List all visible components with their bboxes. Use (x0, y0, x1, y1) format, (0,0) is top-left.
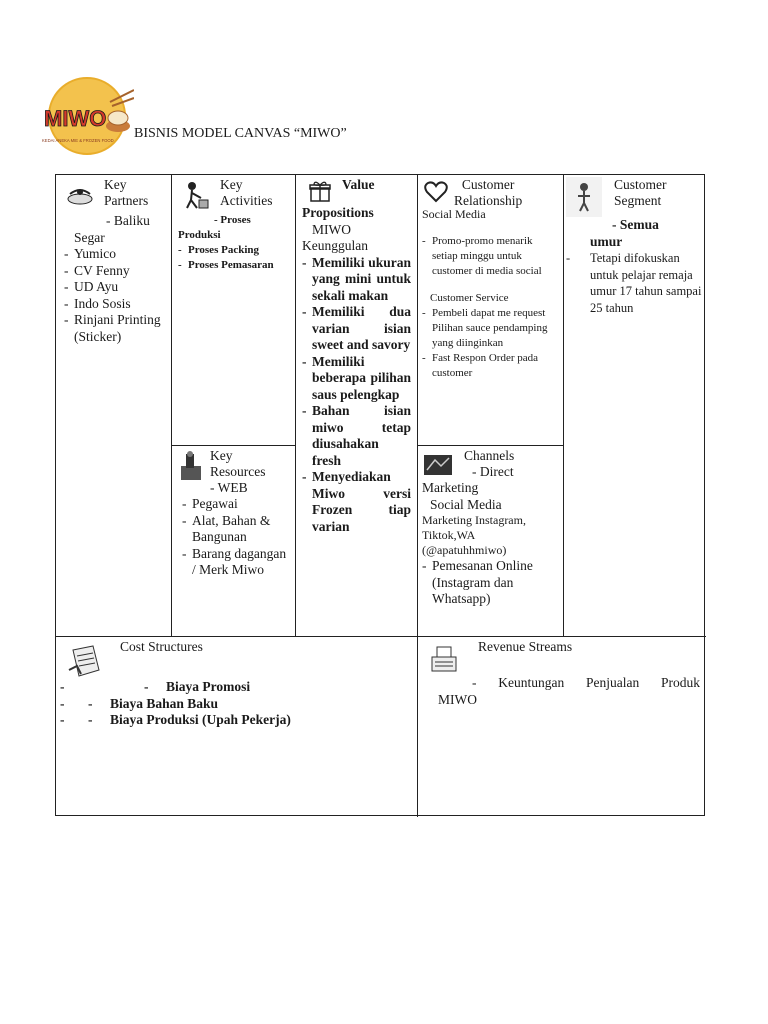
cost-structures-list (60, 679, 413, 729)
customer-service-label: Customer Service (430, 292, 509, 304)
key-partners-first-item-a: - Baliku (106, 213, 150, 228)
customer-service-list (422, 306, 559, 321)
list-item: - Yumico (64, 246, 168, 263)
key-partners-cell (56, 175, 171, 636)
customer-relationship-cell (417, 175, 563, 445)
key-resources-title-2: Resources (210, 464, 266, 479)
list-item: - CV Fenny (64, 263, 168, 280)
revenue-streams-cell (417, 636, 706, 817)
worker-icon (176, 177, 216, 213)
miwo-logo (40, 76, 134, 156)
svg-text:KEDAI ANEKA MIE & FROZEN FOOD: KEDAI ANEKA MIE & FROZEN FOOD (42, 138, 114, 143)
channels-social-rest: Marketing Instagram, Tiktok,WA (@apatuhhmiwo) (422, 513, 526, 557)
social-media-label: Social Media (422, 207, 486, 221)
customer-segment-detail-wrap (566, 250, 702, 316)
handshake-icon (60, 177, 100, 213)
svg-text:MIWO: MIWO (44, 106, 107, 131)
revenue-streams-item-b: MIWO (438, 691, 477, 707)
list-item (60, 696, 413, 713)
bullet-dash: - - (88, 712, 93, 727)
list-item (60, 712, 413, 729)
list-item-text: Biaya Bahan Baku (110, 695, 219, 711)
channels-online-list (422, 558, 559, 608)
cost-structures-cell (56, 636, 417, 817)
customer-segment-first-item-b: umur (590, 233, 623, 249)
key-partners-title-2: Partners (104, 193, 149, 208)
channels-first-item-a: - Direct (472, 464, 514, 479)
key-resources-title-1: Key (210, 448, 233, 463)
heart-icon (422, 177, 450, 207)
list-item: - Memiliki ukuran yang mini untuk sekali makan (302, 255, 411, 305)
value-propositions-subtitle-1: MIWO (312, 221, 351, 237)
factory-icon (176, 448, 206, 484)
invoice-icon (60, 639, 110, 683)
key-activities-cell (171, 175, 295, 445)
value-propositions-subtitle-2: Keunggulan (302, 238, 368, 253)
list-item: - Bahan isian miwo tetap diusahakan fresh (302, 403, 411, 469)
list-item: - Rinjani Printing (Sticker) (64, 312, 168, 345)
list-item: - Pemesanan Online (Instagram dan Whatsapp) (422, 558, 559, 608)
list-item: - Promo-promo menarik setiap minggu untuk customer di media social (422, 234, 559, 279)
document-title: BISNIS MODEL CANVAS “MIWO” (134, 126, 347, 141)
list-item: - Memiliki beberapa pilihan saus pelengkap (302, 354, 411, 404)
key-activities-title-1: Key (220, 177, 243, 192)
bullet-dash: - - (144, 679, 149, 694)
key-activities-first-item-b: Produksi (178, 229, 221, 241)
key-resources-cell (171, 445, 295, 636)
list-item: - Barang dagangan / Merk Miwo (182, 546, 292, 579)
value-propositions-list (302, 255, 411, 536)
channels-cell (417, 445, 563, 636)
key-activities-list (176, 243, 292, 273)
list-item: - Menyediakan Miwo versi Frozen tiap varian (302, 469, 411, 535)
list-item-text: Biaya Promosi (166, 679, 251, 694)
revenue-streams-item-a: - Keuntungan Penjualan Produk (472, 675, 700, 690)
cost-structures-title: Cost Structures (120, 639, 203, 654)
list-item: - Memiliki dua varian isian sweet and savory (302, 304, 411, 354)
value-propositions-title-1: Value (342, 177, 375, 192)
customer-segment-title-1: Customer (614, 177, 667, 192)
list-item: - Proses Pemasaran (178, 258, 292, 273)
list-item (60, 679, 413, 696)
list-item: - Fast Respon Order pada customer (422, 351, 559, 381)
truck-icon (422, 448, 454, 482)
list-item: - Pegawai (182, 496, 292, 513)
customer-relationship-title-2: Relationship (454, 193, 523, 208)
business-model-canvas (55, 174, 705, 816)
customer-relationship-title-1: Customer (461, 177, 515, 192)
bullet-dash: - (566, 251, 571, 265)
list-item: - UD Ayu (64, 279, 168, 296)
key-resources-first-item: - WEB (210, 480, 248, 495)
person-icon (566, 177, 602, 217)
list-item-text: Biaya Produksi (Upah Pekerja) (110, 712, 291, 727)
list-item: - Indo Sosis (64, 296, 168, 313)
customer-segment-detail: Tetapi difokuskan untuk pelajar remaja umur 17 tahun sampai 25 tahun (590, 251, 702, 315)
key-partners-first-item-b: Segar (74, 229, 105, 245)
key-partners-list (60, 246, 168, 345)
list-item: - Proses Packing (178, 243, 292, 258)
customer-segment-cell (563, 175, 706, 636)
customer-service-extra: Pilihan sauce pendamping yang diinginkan (432, 322, 548, 349)
cash-register-icon (422, 639, 466, 679)
key-activities-first-item-a: - Proses (214, 214, 251, 226)
channels-first-item-b: Marketing (422, 480, 479, 495)
channels-social-head: Social Media (430, 496, 502, 512)
gift-icon (302, 177, 338, 205)
value-propositions-title-2: Propositions (302, 205, 374, 220)
key-partners-title-1: Key (104, 177, 127, 192)
value-propositions-cell (295, 175, 417, 636)
channels-title: Channels (464, 448, 515, 463)
bullet-dash: - - (88, 695, 93, 711)
key-activities-title-2: Activities (220, 193, 273, 208)
fast-respon-list (422, 351, 559, 381)
social-media-list (422, 234, 559, 279)
customer-segment-first-item-a: - Semua (612, 217, 659, 232)
customer-segment-title-2: Segment (614, 193, 662, 208)
key-resources-list (176, 496, 292, 579)
revenue-streams-title: Revenue Streams (478, 639, 573, 654)
list-item: - Alat, Bahan & Bangunan (182, 513, 292, 546)
list-item: - Pembeli dapat me request (422, 306, 559, 321)
